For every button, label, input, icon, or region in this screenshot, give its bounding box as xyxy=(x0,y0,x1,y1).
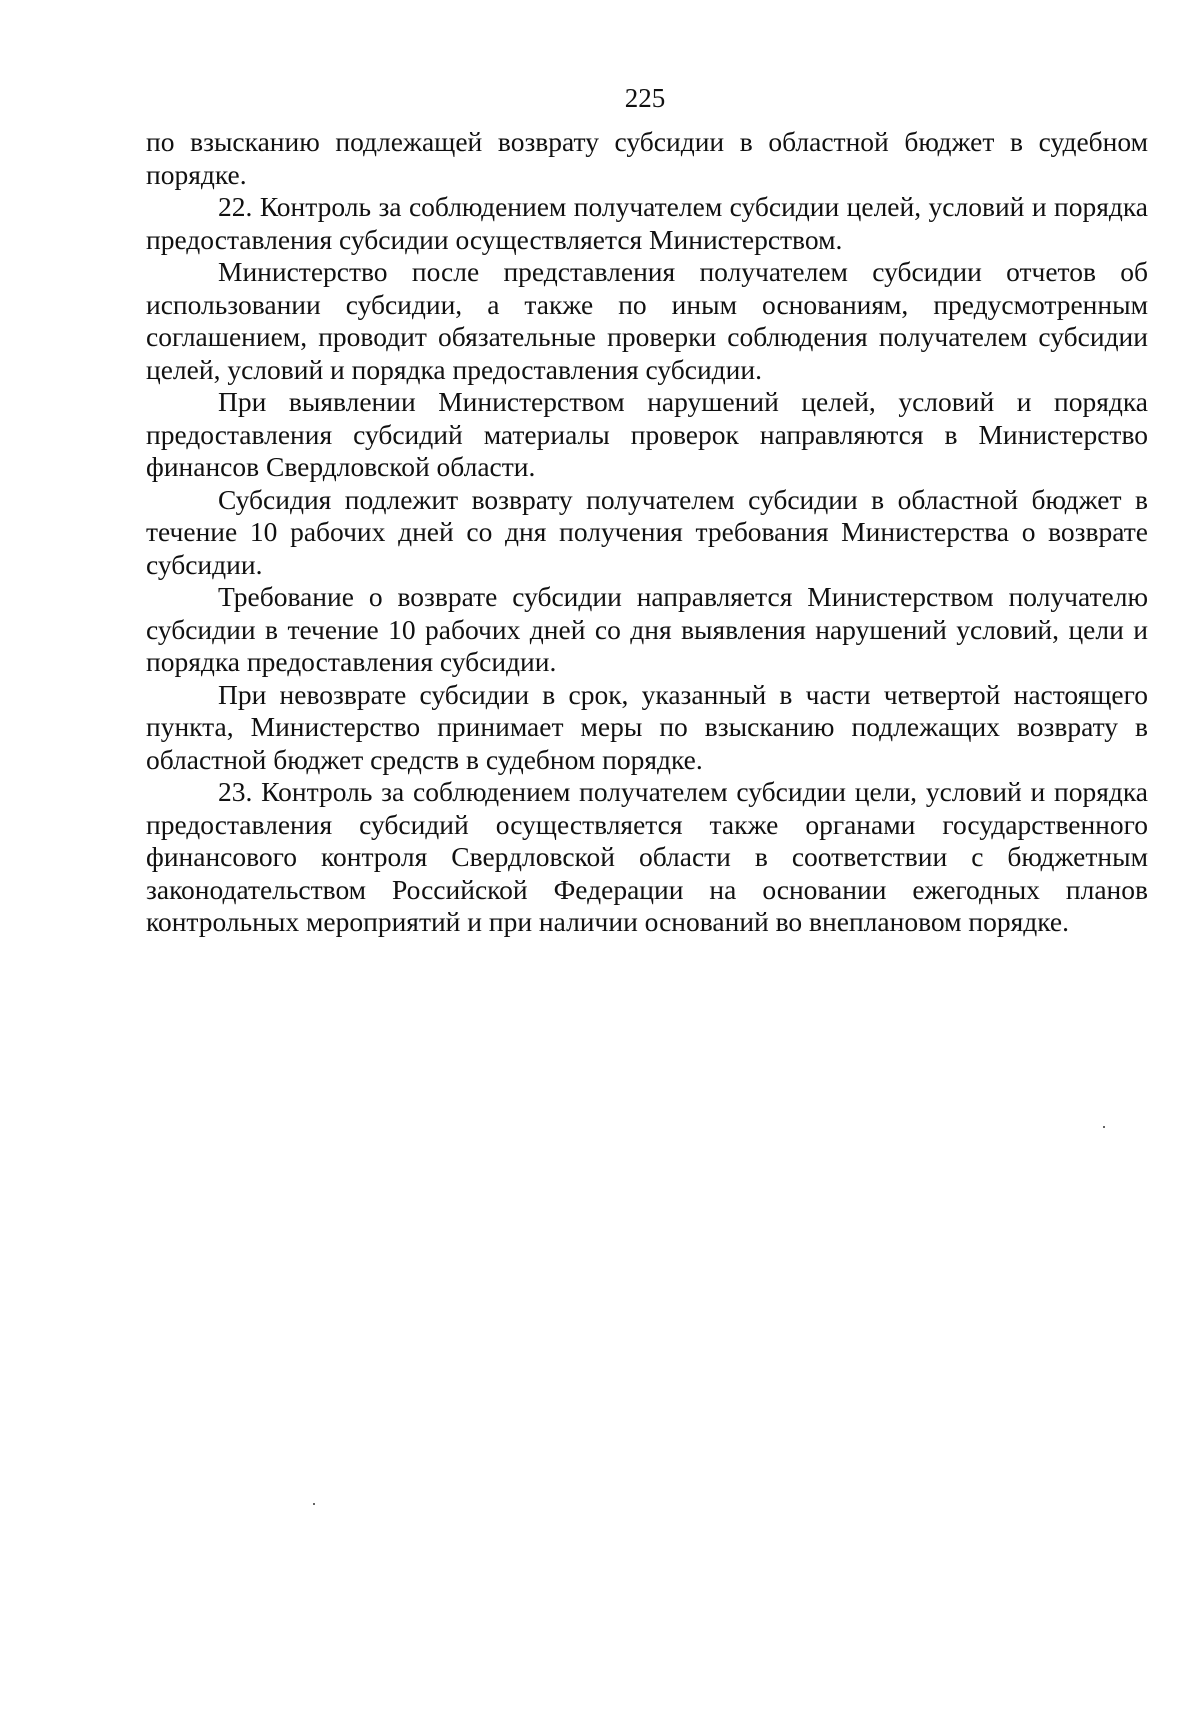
paragraph-refund-term: Субсидия подлежит возврату получателем субсидии в областной бюджет в течение 10 рабочих дней со дня получения требования Министерства о возврате субсидии. xyxy=(146,483,1148,580)
paragraph-clause-23: 23. Контроль за соблюдением получателем субсидии цели, условий и порядка предоставления субсидий осуществляется также органами государственного финансового контроля Свердловской области в соответствии с бюджетным законодательством Российской Федерации на основании ежегодных планов контрольных мероприятий и при наличии оснований во внеплановом порядке. xyxy=(146,776,1148,937)
scan-speck xyxy=(1103,1126,1105,1128)
document-body xyxy=(146,126,1148,939)
paragraph-continuation: по взысканию подлежащей возврату субсидии в областной бюджет в судебном порядке. xyxy=(146,126,1148,190)
page-number: 225 xyxy=(624,83,666,113)
paragraph-clause-22: 22. Контроль за соблюдением получателем субсидии целей, условий и порядка предоставления субсидии осуществляется Министерством. xyxy=(146,191,1148,255)
paragraph-inspections: Министерство после представления получателем субсидии отчетов об использовании субсидии, а также по иным основаниям, предусмотренным соглашением, проводит обязательные проверки соблюдения получателем субсидии целей, условий и порядка предоставления субсидии. xyxy=(146,256,1148,385)
scan-speck xyxy=(313,1503,315,1505)
paragraph-court-recovery: При невозврате субсидии в срок, указанный в части четвертой настоящего пункта, Министерство принимает меры по взысканию подлежащих возврату в областной бюджет средств в судебном порядке. xyxy=(146,678,1148,775)
paragraph-refund-request: Требование о возврате субсидии направляется Министерством получателю субсидии в течение 10 рабочих дней со дня выявления нарушений условий, цели и порядка предоставления субсидии. xyxy=(146,581,1148,677)
paragraph-violations: При выявлении Министерством нарушений целей, условий и порядка предоставления субсидий материалы проверок направляются в Министерство финансов Свердловской области. xyxy=(146,386,1148,482)
